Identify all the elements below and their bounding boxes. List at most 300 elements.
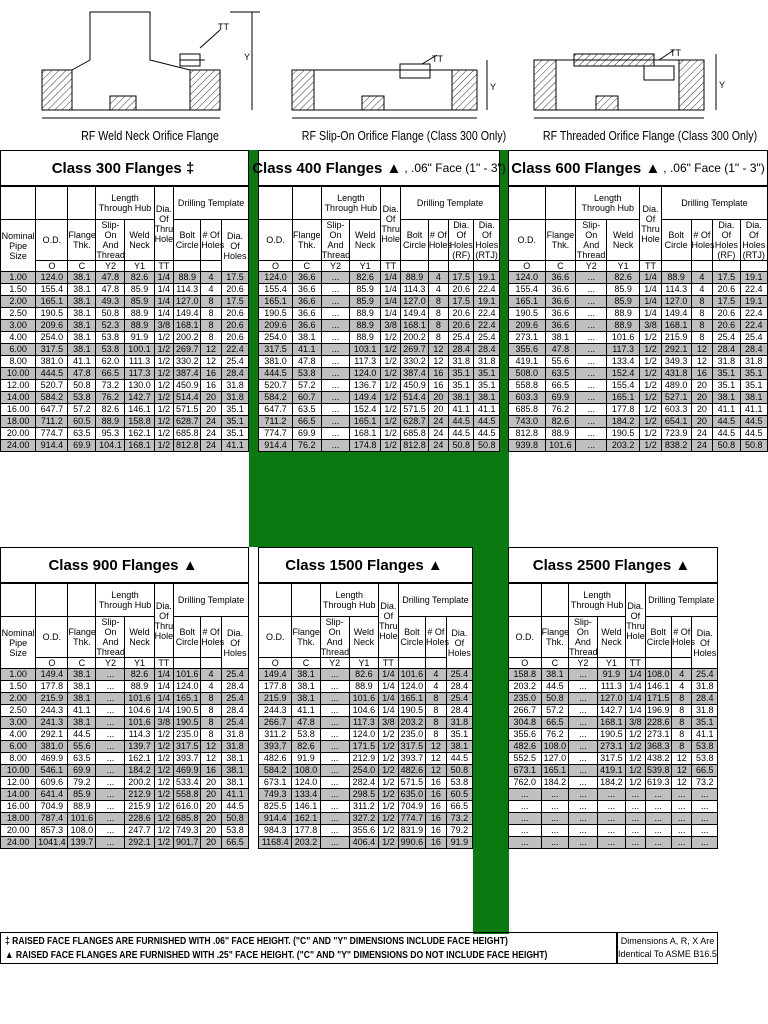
value-cell: 273.1 xyxy=(509,332,546,344)
value-cell: 124.0 xyxy=(350,368,381,380)
drilling-header: Drilling Template xyxy=(174,584,249,617)
slipon-header: Slip-On And Thread xyxy=(96,220,125,260)
value-cell: 38.1 xyxy=(446,741,472,753)
value-cell: 8 xyxy=(201,729,222,741)
value-cell: 162.1 xyxy=(125,428,154,440)
table-row xyxy=(1,356,249,368)
value-cell: 1/2 xyxy=(154,741,174,753)
value-cell: 35.1 xyxy=(221,404,248,416)
value-cell: 20.6 xyxy=(448,284,473,296)
value-cell: 190.5 xyxy=(174,705,201,717)
value-cell: 16 xyxy=(425,813,446,825)
value-cell: 177.8 xyxy=(292,825,320,837)
od-header: O.D. xyxy=(36,617,68,658)
value-cell: ... xyxy=(569,789,598,801)
value-cell: 571.5 xyxy=(398,777,425,789)
value-cell: 28.4 xyxy=(446,705,472,717)
thru-hole-header: Dia. Of Thru Hole xyxy=(640,187,662,261)
value-cell: 1/4 xyxy=(626,681,645,693)
value-cell: 247.7 xyxy=(125,825,154,837)
symbol-c: C xyxy=(545,261,576,272)
value-cell: 31.8 xyxy=(474,356,500,368)
value-cell: ... xyxy=(692,789,718,801)
value-cell: 36.6 xyxy=(545,272,576,284)
value-cell: ... xyxy=(509,813,542,825)
value-cell: 127.0 xyxy=(174,296,201,308)
value-cell: ... xyxy=(320,825,349,837)
slip-on-caption: RF Slip-On Orifice Flange (Class 300 Only) xyxy=(301,128,507,143)
value-cell: 539.8 xyxy=(647,765,670,775)
blank-cell xyxy=(68,584,96,617)
value-cell: 20.6 xyxy=(221,308,248,320)
green-frame-1500 xyxy=(473,547,509,934)
weldneck-header: Weld Neck xyxy=(607,220,640,261)
value-cell: ... xyxy=(321,344,350,356)
table-row xyxy=(1,693,249,705)
value-cell: 3/8 xyxy=(379,717,399,729)
value-cell: 124.0 xyxy=(398,681,425,693)
value-cell: 1/2 xyxy=(154,404,174,416)
value-cell: 685.8 xyxy=(174,428,201,440)
table-row xyxy=(509,284,768,296)
panel-title xyxy=(0,150,249,186)
table-row xyxy=(509,404,768,416)
value-cell: 155.4 xyxy=(607,380,640,392)
thru-hole-header: Dia. Of Thru Hole xyxy=(154,584,174,658)
value-cell: 241.3 xyxy=(36,717,68,729)
value-cell: 53.8 xyxy=(692,753,718,765)
blank-cell xyxy=(509,584,542,617)
value-cell: 127.0 xyxy=(541,753,569,765)
pipe-size-cell: 18.00 xyxy=(1,416,36,428)
value-cell: ... xyxy=(569,777,598,789)
holes-header: # Of Holes xyxy=(672,617,692,658)
value-cell: 35.1 xyxy=(446,729,472,741)
pipe-size-cell: 24.00 xyxy=(1,440,36,452)
value-cell: 168.1 xyxy=(401,320,429,332)
value-cell: 91.9 xyxy=(292,753,320,765)
value-cell: 1/2 xyxy=(154,765,174,777)
value-cell: 50.8 xyxy=(713,440,740,452)
value-cell: 17.5 xyxy=(448,272,473,284)
blank-cell xyxy=(545,187,576,220)
value-cell: 82.6 xyxy=(292,741,320,753)
value-cell: 25.4 xyxy=(713,332,740,344)
value-cell: 20 xyxy=(201,404,222,416)
value-cell: 1/4 xyxy=(626,669,645,681)
value-cell: 28.4 xyxy=(448,344,473,356)
dia-holes-header: Dia. Of Holes xyxy=(446,617,472,669)
symbol-y1: Y1 xyxy=(349,658,378,669)
value-cell: 168.1 xyxy=(174,320,201,332)
value-cell: 1/2 xyxy=(381,332,401,344)
value-cell: 1/2 xyxy=(640,368,662,380)
value-cell: ... xyxy=(541,813,569,825)
value-cell: 25.4 xyxy=(692,669,718,681)
value-cell: 17.5 xyxy=(713,272,740,284)
value-cell: 28.4 xyxy=(221,705,248,717)
table-row xyxy=(259,717,473,729)
dia-rtj-header xyxy=(740,220,767,261)
value-cell: 273.1 xyxy=(647,729,670,739)
value-cell: 88.9 xyxy=(125,681,154,693)
value-cell: ... xyxy=(576,296,607,308)
table-row xyxy=(259,296,500,308)
value-cell: 12 xyxy=(672,753,692,765)
value-cell: ... xyxy=(96,741,125,753)
value-cell: 108.0 xyxy=(647,669,670,679)
value-cell: 44.5 xyxy=(713,416,740,428)
value-cell: 88.9 xyxy=(96,416,125,428)
value-cell: 558.8 xyxy=(509,380,546,392)
value-cell: 1/4 xyxy=(154,272,174,284)
value-cell: 50.8 xyxy=(221,813,248,825)
length-header: Length Through Hub xyxy=(96,187,154,220)
value-cell: ... xyxy=(96,681,125,693)
value-cell: 36.6 xyxy=(292,296,321,308)
value-cell: 31.8 xyxy=(713,356,740,368)
blank-cell xyxy=(292,187,321,220)
value-cell: 628.7 xyxy=(174,416,201,428)
value-cell: 450.9 xyxy=(174,380,201,392)
value-cell: 8 xyxy=(672,741,692,753)
slipon-header: Slip-On And Thread xyxy=(576,220,606,260)
value-cell: ... xyxy=(576,284,607,296)
value-cell: 168.1 xyxy=(125,440,154,452)
value-cell: 124.0 xyxy=(349,729,378,741)
value-cell: 1/2 xyxy=(154,813,174,825)
value-cell: ... xyxy=(541,801,569,813)
value-cell: 149.4 xyxy=(36,669,68,681)
threaded-drawing xyxy=(524,0,758,143)
value-cell: 349.3 xyxy=(661,356,691,368)
table-row xyxy=(1,789,249,801)
value-cell: 69.9 xyxy=(68,440,96,452)
value-cell: ... xyxy=(569,813,598,825)
value-cell: 149.4 xyxy=(350,392,381,404)
value-cell: 273.1 xyxy=(597,741,626,753)
table-row xyxy=(259,741,473,753)
value-cell: 25.4 xyxy=(446,669,472,681)
value-cell: 1/2 xyxy=(154,729,174,741)
value-cell: 355.6 xyxy=(509,344,546,356)
value-cell: 603.3 xyxy=(661,404,691,416)
value-cell: 12 xyxy=(425,741,446,753)
length-header: Length Through Hub xyxy=(320,584,378,617)
value-cell: 1041.4 xyxy=(36,837,68,849)
panel-title-text: Class 300 Flanges ‡ xyxy=(51,159,195,177)
value-cell: 25.4 xyxy=(740,332,767,344)
value-cell: 1/2 xyxy=(379,837,399,849)
table-row xyxy=(509,416,768,428)
symbol-y1: Y1 xyxy=(350,261,381,272)
table-row xyxy=(1,741,249,753)
value-cell: 628.7 xyxy=(401,416,429,428)
value-cell: ... xyxy=(96,729,125,741)
value-cell: 609.6 xyxy=(36,777,68,789)
value-cell: 381.0 xyxy=(36,741,68,753)
blank-cell xyxy=(740,261,767,272)
value-cell: 101.6 xyxy=(607,332,640,344)
value-cell: 514.4 xyxy=(174,392,201,404)
value-cell: 85.9 xyxy=(68,789,96,801)
value-cell: 571.5 xyxy=(401,404,429,416)
table-row xyxy=(1,681,249,693)
value-cell: 641.4 xyxy=(36,789,68,801)
value-cell: 31.8 xyxy=(740,356,767,368)
value-cell: 1/2 xyxy=(381,356,401,368)
value-cell: ... xyxy=(576,440,607,452)
value-cell: 20 xyxy=(201,777,222,789)
value-cell: 103.1 xyxy=(350,344,381,356)
value-cell: 124.0 xyxy=(36,272,68,284)
value-cell: 60.5 xyxy=(68,416,96,428)
value-cell: 85.9 xyxy=(607,296,640,308)
value-cell: 431.8 xyxy=(661,368,691,380)
value-cell: 1/2 xyxy=(640,380,662,392)
threaded-caption: RF Threaded Orifice Flange (Class 300 Only) xyxy=(542,128,758,143)
table-row xyxy=(1,296,249,308)
value-cell: 12 xyxy=(672,777,692,789)
value-cell: 1/2 xyxy=(154,825,174,837)
drilling-header: Drilling Template xyxy=(174,187,249,220)
value-cell: 200.2 xyxy=(174,332,201,344)
value-cell: ... xyxy=(320,777,349,789)
table-row xyxy=(259,813,473,825)
value-cell: 149.4 xyxy=(259,669,292,681)
value-cell: 1/4 xyxy=(640,308,662,320)
slip-on-drawing xyxy=(282,0,507,143)
value-cell: 53.8 xyxy=(692,741,718,753)
value-cell: ... xyxy=(569,801,598,813)
value-cell: 41.1 xyxy=(713,404,740,416)
value-cell: 50.8 xyxy=(740,440,767,452)
weld-neck-flange-icon xyxy=(30,0,270,128)
value-cell: 1/4 xyxy=(154,308,174,320)
value-cell: 1/2 xyxy=(379,777,399,789)
blank-cell xyxy=(661,261,691,272)
value-cell: ... xyxy=(541,837,569,849)
symbol-y1: Y1 xyxy=(125,658,154,669)
value-cell: 82.6 xyxy=(350,272,381,284)
value-cell: 31.8 xyxy=(692,681,718,693)
value-cell: 514.4 xyxy=(401,392,429,404)
value-cell: 127.0 xyxy=(661,296,691,308)
value-cell: 1/4 xyxy=(154,681,174,693)
value-cell: 152.4 xyxy=(607,368,640,380)
value-cell: 25.4 xyxy=(448,332,473,344)
value-cell: 124.0 xyxy=(509,272,546,284)
symbol-c: C xyxy=(292,658,320,669)
value-cell: 1/2 xyxy=(640,440,662,452)
pipe-size-cell: 3.00 xyxy=(1,320,36,332)
pipe-size-cell: 12.00 xyxy=(1,777,36,789)
value-cell: 117.3 xyxy=(349,717,378,729)
value-cell: 63.5 xyxy=(68,753,96,765)
pipe-size-cell: 2.50 xyxy=(1,308,36,320)
value-cell: 38.1 xyxy=(474,392,500,404)
value-cell: 749.3 xyxy=(174,825,201,837)
value-cell: 571.5 xyxy=(174,404,201,416)
drilling-header: Drilling Template xyxy=(661,187,767,220)
value-cell: 79.2 xyxy=(68,777,96,789)
value-cell: 35.1 xyxy=(221,416,248,428)
rf-label: (RF) xyxy=(717,250,736,260)
holes-header: # Of Holes xyxy=(201,617,222,658)
value-cell: 44.5 xyxy=(221,801,248,813)
slipon-header: Slip-On And Thread xyxy=(96,617,125,657)
drilling-header: Drilling Template xyxy=(645,584,717,617)
value-cell: 177.8 xyxy=(607,404,640,416)
value-cell: 190.5 xyxy=(398,705,425,717)
table-row xyxy=(1,777,249,789)
value-cell: 527.1 xyxy=(661,392,691,404)
value-cell: 16 xyxy=(425,837,446,849)
value-cell: 787.4 xyxy=(36,813,68,825)
value-cell: ... xyxy=(96,837,125,849)
blank-cell xyxy=(174,658,201,669)
value-cell: ... xyxy=(320,681,349,693)
value-cell: ... xyxy=(320,741,349,753)
table-row xyxy=(1,368,249,380)
value-cell: 1/4 xyxy=(154,693,174,705)
value-cell: 12 xyxy=(425,753,446,765)
value-cell: 76.2 xyxy=(545,404,576,416)
value-cell: 8 xyxy=(691,332,713,344)
value-cell: 142.7 xyxy=(125,392,154,404)
value-cell: 88.9 xyxy=(125,308,154,320)
value-cell: 558.8 xyxy=(174,789,201,801)
value-cell: 1/2 xyxy=(640,332,662,344)
value-cell: 55.6 xyxy=(545,356,576,368)
dia-holes-label: Dia. Of Holes xyxy=(714,220,738,250)
value-cell: 25.4 xyxy=(221,693,248,705)
value-cell: 28.4 xyxy=(221,681,248,693)
value-cell: 20.6 xyxy=(713,320,740,332)
value-cell: 50.8 xyxy=(96,308,125,320)
panel-title-text: Class 2500 Flanges ▲ xyxy=(532,556,691,574)
value-cell: 19.1 xyxy=(474,272,500,284)
table-row xyxy=(509,717,718,729)
value-cell: 1/4 xyxy=(381,272,401,284)
value-cell: 1/2 xyxy=(626,753,645,765)
value-cell: 85.9 xyxy=(125,284,154,296)
slipon-header: Slip-On And Thread xyxy=(569,617,598,657)
value-cell: ... xyxy=(672,813,692,825)
value-cell: 203.2 xyxy=(607,440,640,452)
slipon-header: Slip-On And Thread xyxy=(321,220,351,260)
value-cell: 254.0 xyxy=(349,765,378,777)
pipe-size-cell: 8.00 xyxy=(1,356,36,368)
value-cell: 66.5 xyxy=(545,380,576,392)
value-cell: 136.7 xyxy=(350,380,381,392)
symbol-tt: TT xyxy=(626,658,645,669)
value-cell: 393.7 xyxy=(398,753,425,765)
flange-header: Flange Thk. xyxy=(541,617,569,658)
flange-header: Flange Thk. xyxy=(545,220,576,261)
footnote-double-dagger: ‡ RAISED FACE FLANGES ARE FURNISHED WITH .06" FACE HEIGHT. ("C" AND "Y" DIMENSIONS INCLUDE FACE HEIGHT) xyxy=(5,936,508,947)
pipe-size-cell: 18.00 xyxy=(1,813,36,825)
svg-text:Y: Y xyxy=(490,82,497,92)
value-cell: 50.8 xyxy=(541,693,569,705)
value-cell: 584.2 xyxy=(259,765,292,777)
value-cell: ... xyxy=(692,801,718,813)
weld-neck-drawing xyxy=(30,0,270,143)
value-cell: 100.1 xyxy=(125,344,154,356)
value-cell: 200.2 xyxy=(401,332,429,344)
value-cell: 177.8 xyxy=(259,681,292,693)
class-2500-panel xyxy=(508,547,718,849)
value-cell: ... xyxy=(96,765,125,777)
value-cell: 168.1 xyxy=(350,428,381,440)
value-cell: 8 xyxy=(428,332,448,344)
value-cell: 149.4 xyxy=(174,308,201,320)
od-header: O.D. xyxy=(509,220,546,261)
value-cell: ... xyxy=(672,801,692,813)
pipe-size-cell: 2.00 xyxy=(1,296,36,308)
value-cell: 723.9 xyxy=(661,428,691,440)
value-cell: 85.9 xyxy=(125,296,154,308)
value-cell: 190.5 xyxy=(597,729,626,741)
value-cell: 53.8 xyxy=(292,368,321,380)
value-cell: ... xyxy=(569,717,598,729)
value-cell: 24 xyxy=(691,440,713,452)
value-cell: 1/2 xyxy=(381,344,401,356)
value-cell: 8 xyxy=(428,296,448,308)
value-cell: 4 xyxy=(201,681,222,693)
blank-cell xyxy=(691,261,713,272)
table-row xyxy=(259,332,500,344)
value-cell: 76.2 xyxy=(541,729,569,741)
value-cell: 20 xyxy=(201,825,222,837)
value-cell: 35.1 xyxy=(740,368,767,380)
pipe-size-cell: 2.00 xyxy=(1,693,36,705)
value-cell: 1/2 xyxy=(379,789,399,801)
value-cell: 24 xyxy=(201,440,222,452)
value-cell: 4 xyxy=(201,272,222,284)
value-cell: ... xyxy=(569,837,598,849)
dia-holes-label: Dia. Of Holes xyxy=(449,220,473,250)
value-cell: 8 xyxy=(201,717,222,729)
value-cell: ... xyxy=(509,837,542,849)
thru-hole-header: Dia. Of Thru Hole xyxy=(154,187,174,261)
value-cell: 82.6 xyxy=(607,272,640,284)
value-cell: 4 xyxy=(672,669,692,681)
bolt-header: Bolt Circle xyxy=(661,220,691,261)
class-600-panel xyxy=(508,150,768,452)
value-cell: 133.4 xyxy=(607,356,640,368)
table-row xyxy=(1,705,249,717)
value-cell: 17.5 xyxy=(221,272,248,284)
value-cell: 12 xyxy=(201,356,222,368)
value-cell: ... xyxy=(645,789,672,801)
value-cell: 95.3 xyxy=(96,428,125,440)
value-cell: 31.8 xyxy=(221,729,248,741)
value-cell: ... xyxy=(692,825,718,837)
value-cell: 31.8 xyxy=(448,356,473,368)
blank-cell xyxy=(713,261,740,272)
blank-cell xyxy=(428,261,448,272)
value-cell: 35.1 xyxy=(692,717,718,729)
value-cell: 25.4 xyxy=(446,693,472,705)
value-cell: 184.2 xyxy=(541,777,569,789)
value-cell: 22.4 xyxy=(221,344,248,356)
value-cell: 114.3 xyxy=(125,729,154,741)
value-cell: 36.6 xyxy=(545,284,576,296)
value-cell: 88.9 xyxy=(349,681,378,693)
value-cell: 20.6 xyxy=(221,332,248,344)
table-row xyxy=(1,717,249,729)
